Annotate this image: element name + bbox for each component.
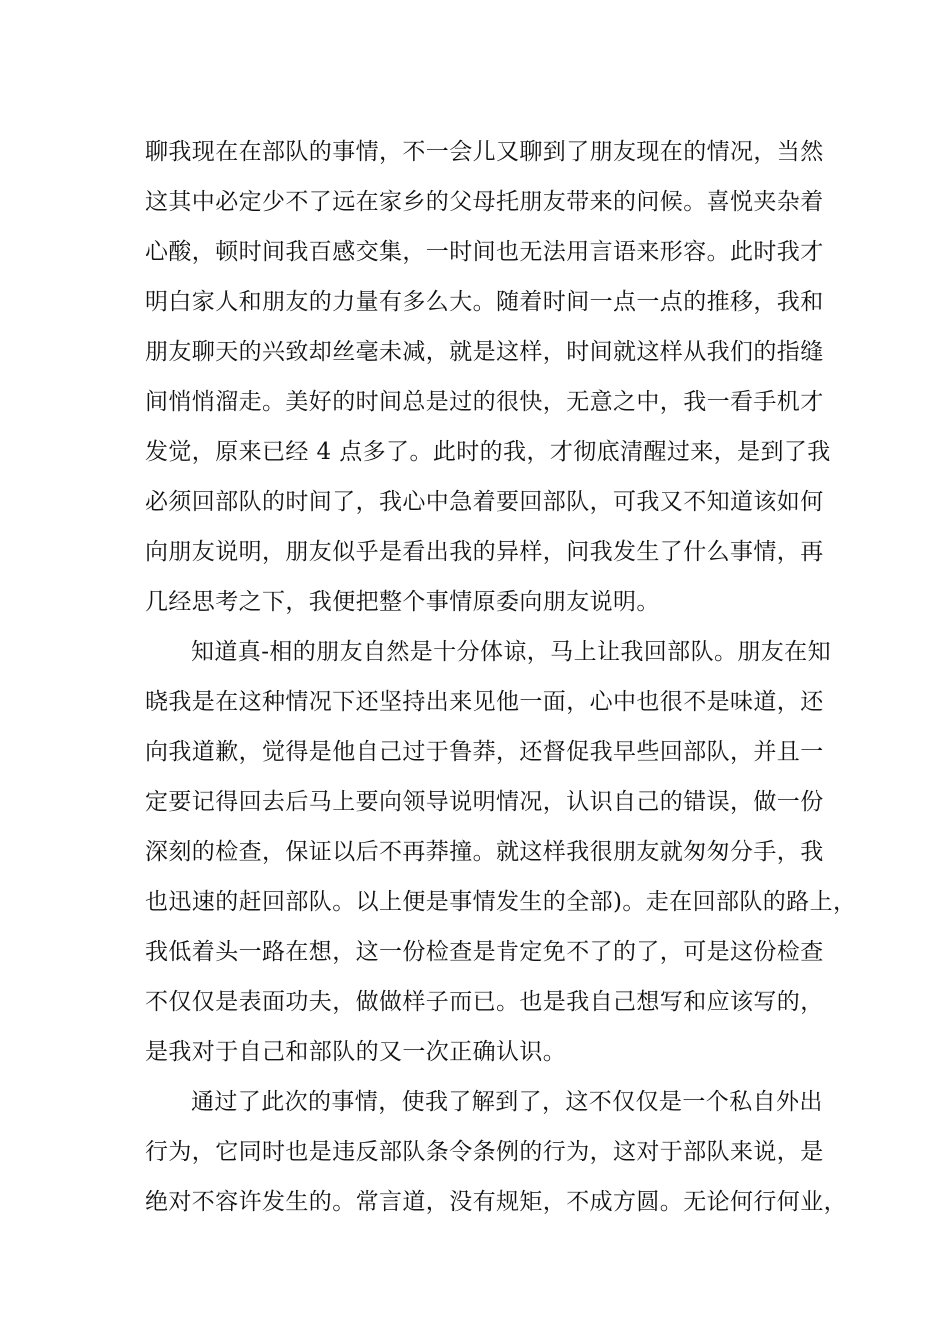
text-line: 向朋友说明，朋友似乎是看出我的异样，问我发生了什么事情，再 [145,539,824,565]
text-line: 不仅仅是表面功夫，做做样子而已。也是我自己想写和应该写的， [145,989,824,1015]
text-line: 定要记得回去后马上要向领导说明情况，认识自己的错误，做一份 [145,789,824,815]
text-line: 这其中必定少不了远在家乡的父母托朋友带来的问候。喜悦夹杂着 [145,189,824,215]
paragraph-first-line: 通过了此次的事情，使我了解到了，这不仅仅是一个私自外出 [191,1089,823,1115]
text-line: 明白家人和朋友的力量有多么大。随着时间一点一点的推移，我和 [145,289,824,315]
text-line: 朋友聊天的兴致却丝毫未减，就是这样，时间就这样从我们的指缝 [145,339,824,365]
text-line: 向我道歉，觉得是他自己过于鲁莽，还督促我早些回部队，并且一 [145,739,824,765]
text-line: 我低着头一路在想，这一份检查是肯定免不了的了，可是这份检查 [145,939,824,965]
text-line: 是我对于自己和部队的又一次正确认识。 [145,1039,567,1065]
text-line: 晓我是在这种情况下还坚持出来见他一面，心中也很不是味道，还 [145,689,824,715]
text-line: 间悄悄溜走。美好的时间总是过的很快，无意之中，我一看手机才 [145,389,824,415]
text-line: 绝对不容许发生的。常言道，没有规矩，不成方圆。无论何行何业， [145,1189,847,1215]
text-line: 发觉，原来已经 4 点多了。此时的我，才彻底清醒过来，是到了我 [145,439,831,465]
text-line: 行为，它同时也是违反部队条令条例的行为，这对于部队来说，是 [145,1139,824,1165]
paragraph-first-line: 知道真-相的朋友自然是十分体谅，马上让我回部队。朋友在知 [191,639,831,665]
text-line: 几经思考之下，我便把整个事情原委向朋友说明。 [145,589,660,615]
text-line: 也迅速的赶回部队。以上便是事情发生的全部)。走在回部队的路上， [145,889,857,915]
text-line: 深刻的检查，保证以后不再莽撞。就这样我很朋友就匆匆分手，我 [145,839,824,865]
text-line: 心酸，顿时间我百感交集，一时间也无法用言语来形容。此时我才 [145,239,824,265]
text-line: 聊我现在在部队的事情，不一会儿又聊到了朋友现在的情况，当然 [145,139,824,165]
text-line: 必须回部队的时间了，我心中急着要回部队，可我又不知道该如何 [145,489,824,515]
